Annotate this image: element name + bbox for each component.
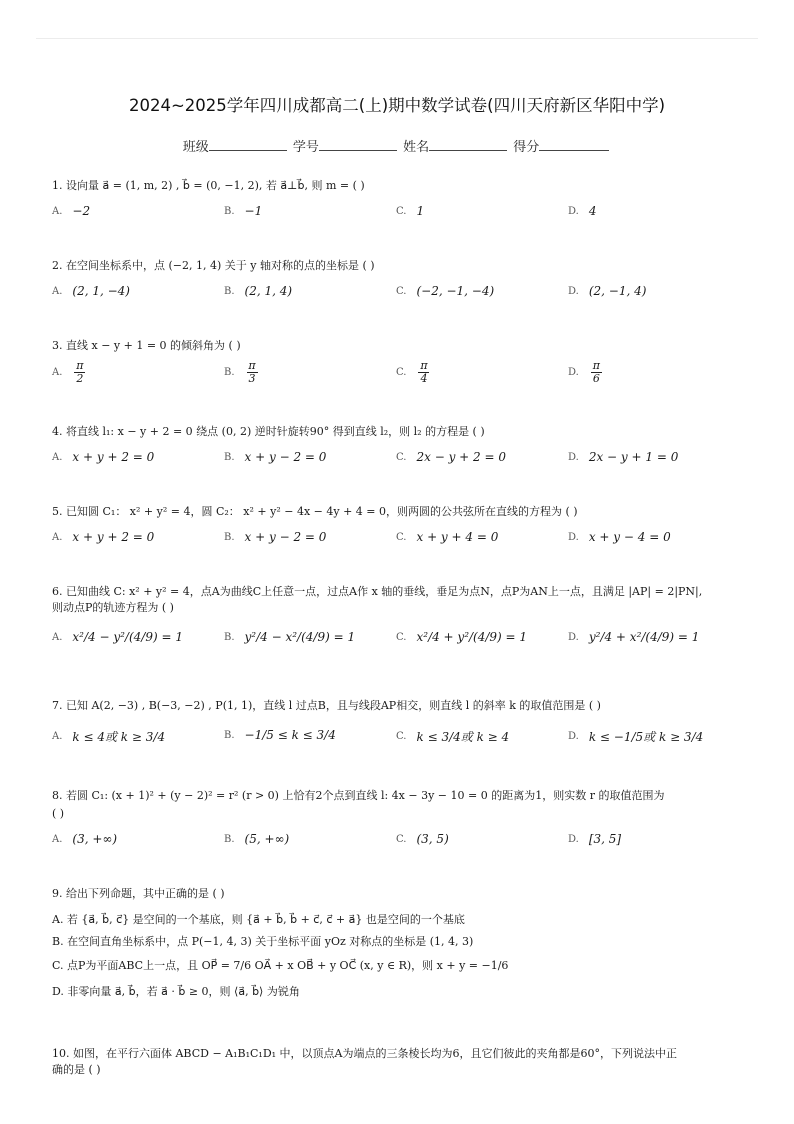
q6-option-b[interactable]: B. y²/4 − x²/(4/9) = 1 [224, 630, 356, 644]
q6-option-d[interactable]: D. y²/4 + x²/(4/9) = 1 [568, 630, 700, 644]
q1-option-b[interactable]: B. −1 [224, 204, 263, 218]
q8-stem-line1: 8. 若圆 C₁: (x + 1)² + (y − 2)² = r² (r > 0) 上恰有2个点到直线 l: 4x − 3y − 10 = 0 的距离为1，则实数 r 的取值范围为 [52, 789, 665, 802]
q2-option-b[interactable]: B. (2, 1, 4) [224, 284, 293, 298]
q8-option-b[interactable]: B. (5, +∞) [224, 832, 290, 846]
q5-option-a[interactable]: A. x + y + 2 = 0 [52, 530, 155, 544]
q2-stem: 2. 在空间坐标系中，点 (−2, 1, 4) 关于 y 轴对称的点的坐标是 ( ) [52, 259, 375, 272]
q10-stem-line2: 确的是 ( ) [52, 1063, 101, 1076]
q5-option-b[interactable]: B. x + y − 2 = 0 [224, 530, 327, 544]
q6-stem-line1: 6. 已知曲线 C: x² + y² = 4，点A为曲线C上任意一点，过点A作 x 轴的垂线，垂足为点N，点P为AN上一点，且满足 |AP| = 2|PN|, [52, 585, 703, 598]
q1-option-c[interactable]: C. 1 [396, 204, 425, 218]
q7-option-d[interactable]: D. k ≤ −1/5或 k ≥ 3/4 [568, 730, 704, 744]
q4-option-a[interactable]: A. x + y + 2 = 0 [52, 450, 155, 464]
q10-stem-line1: 10. 如图，在平行六面体 ABCD − A₁B₁C₁D₁ 中，以顶点A为端点的三条棱长均为6，且它们彼此的夹角都是60°，下列说法中正 [52, 1047, 677, 1060]
q4-options [52, 450, 752, 490]
q2-options [52, 284, 752, 324]
q1-option-d[interactable]: D. 4 [568, 204, 597, 218]
name-blank[interactable] [429, 138, 507, 151]
q7-options [52, 728, 752, 768]
q9-option-a[interactable]: A. 若 {a⃗, b⃗, c⃗} 是空间的一个基底，则 {a⃗ + b⃗, b⃗ + c⃗, c⃗ + a⃗} 也是空间的一个基底 [52, 913, 465, 926]
q3-options [52, 360, 752, 400]
q7-option-b[interactable]: B. −1/5 ≤ k ≤ 3/4 [224, 728, 336, 742]
q1-options [52, 204, 752, 244]
q6-option-c[interactable]: C. x²/4 + y²/(4/9) = 1 [396, 630, 528, 644]
q9-option-c[interactable]: C. 点P为平面ABC上一点，且 OP⃗ = 7/6 OA⃗ + x OB⃗ + y OC⃗ (x, y ∈ R)，则 x + y = −1/6 [52, 959, 509, 972]
q8-option-a[interactable]: A. (3, +∞) [52, 832, 118, 846]
q4-option-c[interactable]: C. 2x − y + 2 = 0 [396, 450, 506, 464]
score-label: 得分 [513, 140, 540, 155]
q3-stem: 3. 直线 x − y + 1 = 0 的倾斜角为 ( ) [52, 339, 241, 352]
q4-option-d[interactable]: D. 2x − y + 1 = 0 [568, 450, 679, 464]
q5-options [52, 530, 752, 570]
exam-title: 2024~2025学年四川成都高二(上)期中数学试卷(四川天府新区华阳中学) [128, 96, 666, 115]
class-blank[interactable] [209, 138, 287, 151]
q4-stem: 4. 将直线 l₁: x − y + 2 = 0 绕点 (0, 2) 逆时针旋转90° 得到直线 l₂，则 l₂ 的方程是 ( ) [52, 425, 485, 438]
class-label: 班级 [182, 140, 209, 155]
id-blank[interactable] [319, 138, 397, 151]
q5-option-d[interactable]: D. x + y − 4 = 0 [568, 530, 671, 544]
q9-stem: 9. 给出下列命题，其中正确的是 ( ) [52, 887, 225, 900]
q9-option-d[interactable]: D. 非零向量 a⃗, b⃗，若 a⃗ · b⃗ ≥ 0，则 ⟨a⃗, b⃗⟩ 为锐角 [52, 985, 300, 998]
q2-option-c[interactable]: C. (−2, −1, −4) [396, 284, 495, 298]
q6-stem-line2: 则动点P的轨迹方程为 ( ) [52, 601, 174, 614]
q8-options [52, 832, 752, 872]
q8-option-c[interactable]: C. (3, 5) [396, 832, 449, 846]
q6-options [52, 630, 752, 670]
q8-option-d[interactable]: D. [3, 5] [568, 832, 622, 846]
top-rule [36, 38, 758, 39]
q6-option-a[interactable]: A. x²/4 − y²/(4/9) = 1 [52, 630, 183, 644]
student-info-line [0, 136, 794, 155]
q3-option-a[interactable]: A. π 2 [52, 359, 84, 385]
q7-stem: 7. 已知 A(2, −3) , B(−3, −2) , P(1, 1)，直线 l 过点B，且与线段AP相交，则直线 l 的斜率 k 的取值范围是 ( ) [52, 699, 601, 712]
q3-option-d[interactable]: D. π 6 [568, 359, 600, 385]
q7-option-c[interactable]: C. k ≤ 3/4或 k ≥ 4 [396, 730, 510, 744]
q7-option-a[interactable]: A. k ≤ 4或 k ≥ 3/4 [52, 730, 166, 744]
q8-stem-line2: ( ) [52, 807, 65, 820]
q2-option-a[interactable]: A. (2, 1, −4) [52, 284, 130, 298]
id-label: 学号 [292, 140, 319, 155]
q2-option-d[interactable]: D. (2, −1, 4) [568, 284, 647, 298]
q1-stem: 1. 设向量 a⃗ = (1, m, 2) , b⃗ = (0, −1, 2), 若 a⃗⊥b⃗, 则 m = ( ) [52, 179, 365, 192]
q3-option-b[interactable]: B. π 3 [224, 359, 256, 385]
q1-option-a[interactable]: A. −2 [52, 204, 91, 218]
score-blank[interactable] [539, 138, 609, 151]
q9-option-b[interactable]: B. 在空间直角坐标系中，点 P(−1, 4, 3) 关于坐标平面 yOz 对称点的坐标是 (1, 4, 3) [52, 935, 474, 948]
q3-option-c[interactable]: C. π 4 [396, 359, 428, 385]
name-label: 姓名 [403, 140, 430, 155]
q4-option-b[interactable]: B. x + y − 2 = 0 [224, 450, 327, 464]
q5-option-c[interactable]: C. x + y + 4 = 0 [396, 530, 499, 544]
q5-stem: 5. 已知圆 C₁： x² + y² = 4，圆 C₂： x² + y² − 4x − 4y + 4 = 0，则两圆的公共弦所在直线的方程为 ( ) [52, 505, 578, 518]
